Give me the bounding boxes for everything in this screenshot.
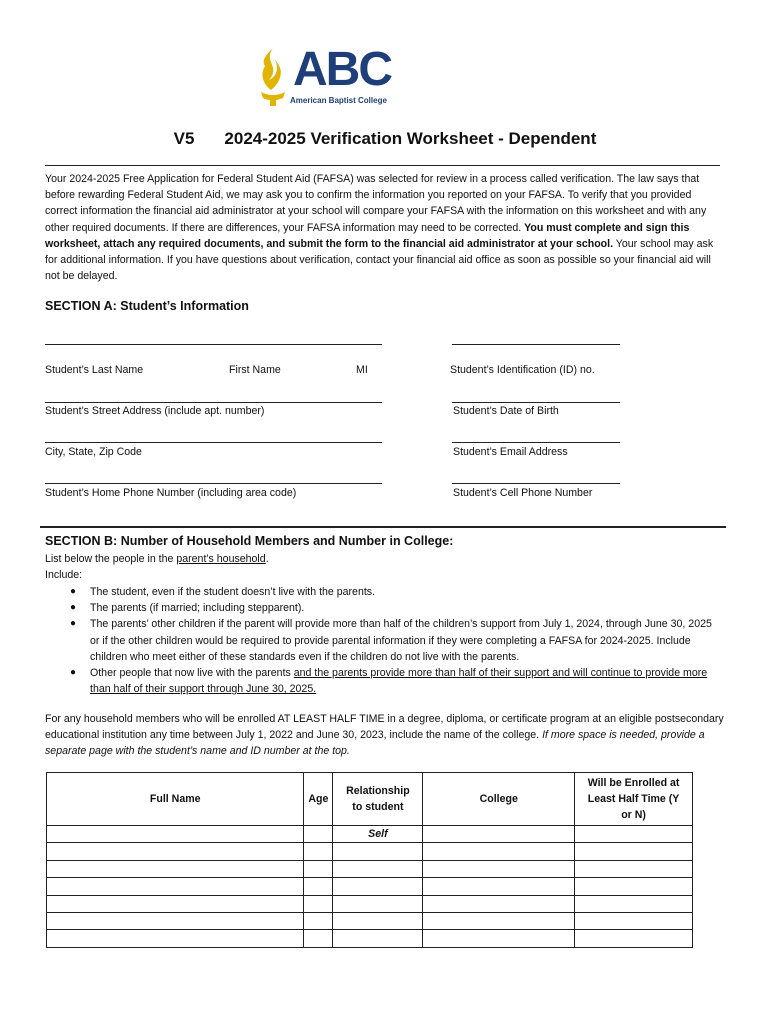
cell-relationship[interactable] [333, 860, 423, 877]
page-title [0, 129, 770, 149]
table-row [47, 895, 693, 912]
cell-age[interactable] [304, 860, 333, 877]
college-instructions-italic: If more space is needed, provide a separate page with the student’s name and ID number at the top. [45, 729, 705, 758]
cell-full-name[interactable] [47, 912, 304, 929]
cell-full-name[interactable] [47, 930, 304, 947]
bullet-icon: ● [70, 667, 77, 679]
dob-line[interactable] [452, 402, 620, 403]
version-label: V5 [173, 129, 195, 148]
cell-full-name[interactable] [47, 895, 304, 912]
cell-enrolled[interactable] [575, 843, 693, 860]
list-intro [45, 551, 725, 583]
cell-full-name[interactable] [47, 878, 304, 895]
col-age: Age [304, 773, 333, 826]
id-line[interactable] [452, 344, 620, 345]
college-instructions-text: For any household members who will be enrolled AT LEAST HALF TIME in a degree, diploma, or certificate program at an eligible postsecondary educational institution any time between July 1, 2022 and June 30, 2023, include the name of the college. [45, 713, 724, 742]
list-intro-text: List below the people in the [45, 553, 177, 565]
email-line[interactable] [452, 442, 620, 443]
cell-relationship: Self [333, 826, 423, 843]
cell-relationship[interactable] [333, 878, 423, 895]
email-label: Student’s Email Address [453, 446, 568, 458]
intro-text: Your 2024-2025 Free Application for Federal Student Aid (FAFSA) was selected for review in a process called verification. The law says that before rewarding Federal Student Aid, we may ask you to confirm the information you reported on your FAFSA. To verify that you provided correct information the financial aid administrator at your school will compare your FAFSA with the information on this worksheet and with any other required documents. If there are differences, your FAFSA information may need to be corrected. [45, 173, 707, 234]
bullet-text: The parents (if married; including stepparent). [90, 602, 305, 615]
id-label: Student’s Identification (ID) no. [450, 364, 595, 376]
table-body [47, 826, 693, 948]
cell-age[interactable] [304, 843, 333, 860]
bullet-underline-text: and the parents provide more than half of their support and will continue to provide more than half of their support through June 30, 2025. [90, 667, 708, 696]
table-header-row [47, 773, 693, 826]
cell-enrolled[interactable] [575, 878, 693, 895]
col-college: College [423, 773, 575, 826]
cell-enrolled[interactable] [575, 930, 693, 947]
include-list [70, 584, 720, 697]
cell-age[interactable] [304, 895, 333, 912]
cell-age[interactable] [304, 878, 333, 895]
cell-college[interactable] [423, 843, 575, 860]
bullet-icon: ● [70, 602, 77, 614]
table-row [47, 860, 693, 877]
logo-wordmark: ABC [293, 43, 391, 96]
title-divider [45, 165, 720, 166]
cell-college[interactable] [423, 930, 575, 947]
mi-label: MI [356, 364, 368, 376]
col-enrolled: Will be Enrolled at Least Half Time (Y or N) [575, 773, 693, 826]
street-line[interactable] [45, 402, 382, 403]
bullet-text: The student, even if the student doesn’t live with the parents. [90, 586, 376, 598]
cell-enrolled[interactable] [575, 826, 693, 843]
flame-icon [255, 46, 291, 110]
table-row [47, 930, 693, 947]
cell-age[interactable] [304, 826, 333, 843]
title-text: 2024-2025 Verification Worksheet - Dependent [224, 129, 597, 148]
home-phone-label: Student’s Home Phone Number (including area code) [45, 487, 297, 499]
city-label: City, State, Zip Code [45, 446, 142, 458]
intro-end-text: Your school may ask for additional information. If you have questions about verification, contact your financial aid office as soon as possible so your financial aid will not be delayed. [45, 237, 714, 283]
table-row [47, 826, 693, 843]
cell-full-name[interactable] [47, 826, 304, 843]
cell-relationship[interactable] [333, 912, 423, 929]
cell-enrolled[interactable] [575, 895, 693, 912]
bullet-text: The parents’ other children if the parent will provide more than half of the children’s support from July 1, 2024, through June 30, 2025 or if the other children would be required to provide parental information if they were completing a FAFSA for 2024-2025. Include children who meet either of these standards even if the children do not live with the parents. [90, 618, 712, 663]
cell-enrolled[interactable] [575, 860, 693, 877]
cell-full-name[interactable] [47, 860, 304, 877]
household-table [46, 772, 693, 948]
last-name-label: Student’s Last Name [45, 364, 144, 376]
first-name-label: First Name [229, 364, 281, 376]
intro-paragraph [45, 171, 725, 284]
bullet-icon: ● [70, 618, 77, 630]
table-row [47, 843, 693, 860]
logo-subtitle: American Baptist College [290, 96, 387, 105]
street-label: Student’s Street Address (include apt. number) [45, 405, 265, 417]
cell-full-name[interactable] [47, 843, 304, 860]
cell-phone-label: Student’s Cell Phone Number [453, 487, 593, 499]
cell-college[interactable] [423, 912, 575, 929]
abc-logo [255, 42, 405, 110]
list-intro-underline: parent’s household [176, 553, 266, 565]
bullet-icon: ● [70, 586, 77, 597]
intro-bold-text: You must complete and sign this worksheet, attach any required documents, and submit the form to the financial aid administrator at your school. [45, 221, 690, 250]
college-instructions [45, 711, 725, 760]
city-line[interactable] [45, 442, 382, 443]
table-row [47, 912, 693, 929]
cell-relationship[interactable] [333, 843, 423, 860]
cell-relationship[interactable] [333, 930, 423, 947]
list-item [70, 600, 720, 616]
list-intro-end: . [265, 553, 269, 565]
cell-relationship[interactable] [333, 895, 423, 912]
cell-college[interactable] [423, 895, 575, 912]
section-divider [40, 526, 726, 528]
list-item [70, 616, 720, 665]
cell-college[interactable] [423, 878, 575, 895]
cell-age[interactable] [304, 912, 333, 929]
cell-enrolled[interactable] [575, 912, 693, 929]
section-a-heading: SECTION A: Student’s Information [45, 299, 249, 313]
list-item [70, 584, 720, 600]
home-phone-line[interactable] [45, 483, 382, 484]
cell-college[interactable] [423, 860, 575, 877]
list-item [70, 665, 720, 697]
include-label: Include: [45, 569, 83, 582]
col-relationship: Relationship to student [333, 773, 423, 826]
dob-label: Student’s Date of Birth [453, 405, 559, 417]
cell-phone-line[interactable] [452, 483, 620, 484]
bullet-text: Other people that now live with the parents [90, 667, 294, 680]
table-row [47, 878, 693, 895]
cell-college[interactable] [423, 826, 575, 843]
name-line[interactable] [45, 344, 382, 345]
col-full-name: Full Name [47, 773, 304, 826]
section-b-heading: SECTION B: Number of Household Members and Number in College: [45, 534, 454, 548]
cell-age[interactable] [304, 930, 333, 947]
